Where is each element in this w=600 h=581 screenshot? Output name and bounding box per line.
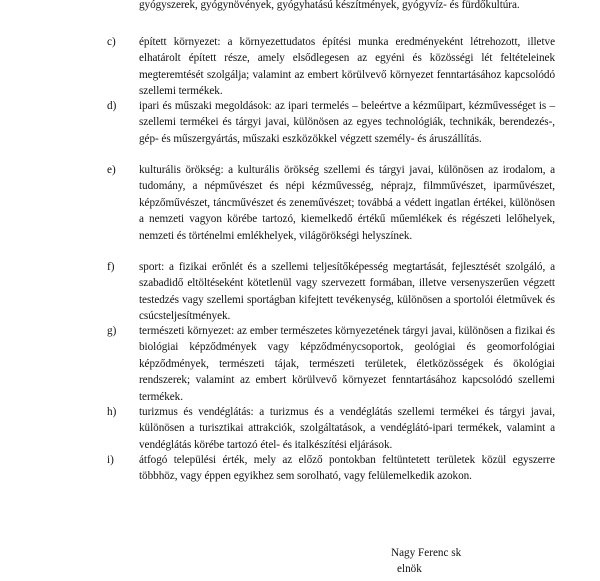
list-item-letter: h) bbox=[107, 406, 117, 418]
list-item-letter: g) bbox=[107, 325, 117, 337]
list-item-letter: c) bbox=[107, 36, 116, 48]
list-item-h bbox=[0, 404, 600, 453]
list-item-text: természeti környezet: az ember természetes környezetének tárgyi javai, különösen a fizikai és biológiai képződmények vagy képződménycsoportok, geológiai és geomorfológiai képződmények, természeti tájak, természeti területek, életközösségek és ökológiai rendszerek; valamint az embert körülvevő környezet fenntartásához kapcsolódó szellemi termékek. bbox=[139, 325, 555, 403]
signatory-name: Nagy Ferenc sk bbox=[391, 547, 462, 559]
list-item-letter: f) bbox=[107, 261, 115, 273]
list-item-e bbox=[0, 162, 600, 244]
list-item-letter: i) bbox=[107, 454, 114, 466]
list-item-g bbox=[0, 323, 600, 405]
list-item-text: sport: a fizikai erőnlét és a szellemi teljesítőképesség megtartását, fejlesztését szolgáló, a szabadidő eltöltéseként kötetlenül vagy szervezett formában, illetve versenyszerűen végzett testedzés vagy szellemi sportágban kifejtett tevékenység, különösen a sportolói életművek és csúcsteljesítmények. bbox=[139, 261, 555, 323]
list-item-text: kulturális örökség: a kulturális örökség szellemi és tárgyi javai, különösen az irodalom, a tudomány, a népművészet és népi kézművesség, néprajz, filmművészet, iparművészet, képzőművészet, táncművészet és zeneművészet; továbbá a védett ingatlan értékei, különösen a nemzeti vagyon körébe tartozó, kiemelkedő értékű műemlékek és régészeti lelőhelyek, nemzeti és történelmi emlékhelyek, világörökségi helyszínek. bbox=[139, 164, 555, 242]
list-item-f bbox=[0, 259, 600, 325]
signatory-role: elnök bbox=[397, 563, 422, 576]
list-item-text: épített környezet: a környezettudatos építési munka eredményeként létrehozott, illetve elhatárolt épített része, amely elsődlegesen az egyéni és közösségi lét feltételeinek megteremtését szolgálja; valamint az embert körülvevő környezet fenntartásához kapcsolódó szellemi termékek. bbox=[139, 36, 555, 98]
list-item-i bbox=[0, 452, 600, 485]
list-item-letter: d) bbox=[107, 100, 117, 112]
list-item-c bbox=[0, 34, 600, 100]
list-item-text: átfogó települési érték, mely az előző pontokban feltüntetett területek közül egyszerre többhöz, vagy éppen egyikhez sem sorolható, vagy felülemelkedik azokon. bbox=[139, 454, 555, 483]
list-item-text: gyógyszerek, gyógynövények, gyógyhatású készítmények, gyógyvíz- és fürdőkultúra. bbox=[139, 0, 520, 11]
list-item-text: ipari és műszaki megoldások: az ipari termelés – beleértve a kézműipart, kézművességet is – szellemi termékei és tárgyi javai, különösen az egyes technológiák, technikák, berendezés-, gép- és műszergyártás, műszaki eszközökkel végzett személy- és áruszállítás. bbox=[139, 100, 555, 145]
list-item-text: turizmus és vendéglátás: a turizmus és a vendéglátás szellemi termékei és tárgyi javai, különösen a turisztikai attrakciók, szolgáltatások, a vendéglátó-ipari termékek, valamint a vendéglátás körébe tartozó étel- és italkészítési eljárások. bbox=[139, 406, 555, 451]
signature-block bbox=[391, 545, 461, 578]
list-item-letter: e) bbox=[107, 164, 116, 176]
list-item-d bbox=[0, 98, 600, 147]
list-item-b-continuation bbox=[0, 0, 600, 13]
